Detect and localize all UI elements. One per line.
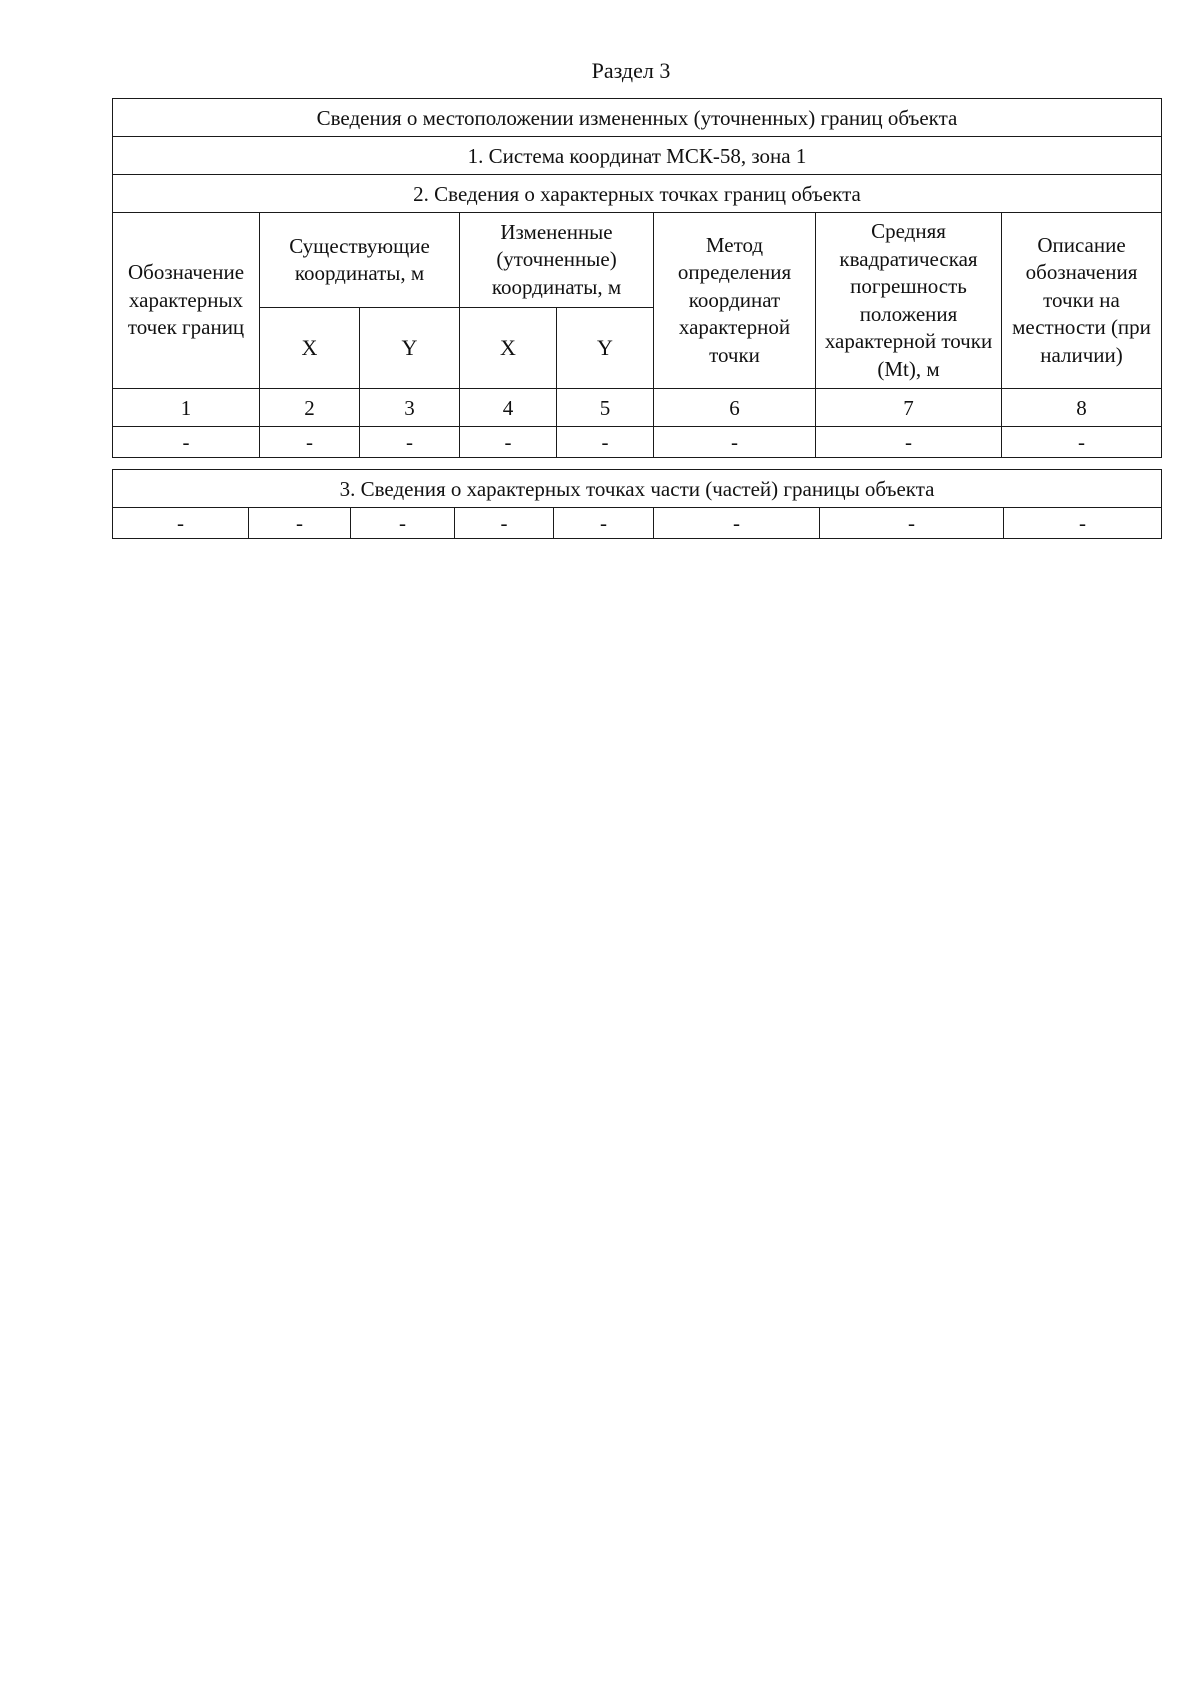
- header-method: Метод определения координат характерной точки: [654, 213, 816, 389]
- table-cell: -: [654, 427, 816, 458]
- section-title: Раздел 3: [591, 58, 671, 83]
- column-number: 3: [360, 389, 460, 427]
- header-description: Описание обозначения точки на местности (при наличии): [1002, 213, 1162, 389]
- table-cell: -: [654, 508, 820, 539]
- table-cell: -: [351, 508, 455, 539]
- header-row-upper: [113, 213, 1162, 308]
- column-number: 8: [1002, 389, 1162, 427]
- coord-system-row: [113, 137, 1162, 175]
- table-cell: -: [460, 427, 557, 458]
- table-cell: -: [816, 427, 1002, 458]
- table-title-row: [113, 99, 1162, 137]
- column-number: 5: [557, 389, 654, 427]
- table-cell: -: [260, 427, 360, 458]
- column-numbers-row: [113, 389, 1162, 427]
- parts-section-row: [113, 470, 1162, 508]
- table-cell: -: [554, 508, 654, 539]
- table-cell: -: [249, 508, 351, 539]
- points-section-title: 2. Сведения о характерных точках границ объекта: [113, 175, 1162, 213]
- table-row: [113, 508, 1162, 539]
- header-existing-coords: Существующие координаты, м: [260, 213, 460, 308]
- table-cell: -: [455, 508, 554, 539]
- column-number: 2: [260, 389, 360, 427]
- column-number: 1: [113, 389, 260, 427]
- table-cell: -: [820, 508, 1004, 539]
- header-x-existing: X: [260, 308, 360, 389]
- parts-section-title: 3. Сведения о характерных точках части (частей) границы объекта: [113, 470, 1162, 508]
- header-error: Средняя квадратическая погрешность положения характерной точки (Mt), м: [816, 213, 1002, 389]
- points-section-row: [113, 175, 1162, 213]
- boundary-points-table: [112, 98, 1162, 458]
- column-number: 7: [816, 389, 1002, 427]
- table-cell: -: [1004, 508, 1162, 539]
- table-cell: -: [113, 427, 260, 458]
- header-x-changed: X: [460, 308, 557, 389]
- table-cell: -: [113, 508, 249, 539]
- table-title: Сведения о местоположении измененных (уточненных) границ объекта: [113, 99, 1162, 137]
- coord-system: 1. Система координат МСК-58, зона 1: [113, 137, 1162, 175]
- column-number: 4: [460, 389, 557, 427]
- header-y-existing: Y: [360, 308, 460, 389]
- header-changed-coords: Измененные (уточненные) координаты, м: [460, 213, 654, 308]
- table-cell: -: [557, 427, 654, 458]
- table-cell: -: [360, 427, 460, 458]
- boundary-parts-table: [112, 469, 1162, 539]
- header-y-changed: Y: [557, 308, 654, 389]
- table-row: [113, 427, 1162, 458]
- column-number: 6: [654, 389, 816, 427]
- table-cell: -: [1002, 427, 1162, 458]
- header-designation: Обозначение характерных точек границ: [113, 213, 260, 389]
